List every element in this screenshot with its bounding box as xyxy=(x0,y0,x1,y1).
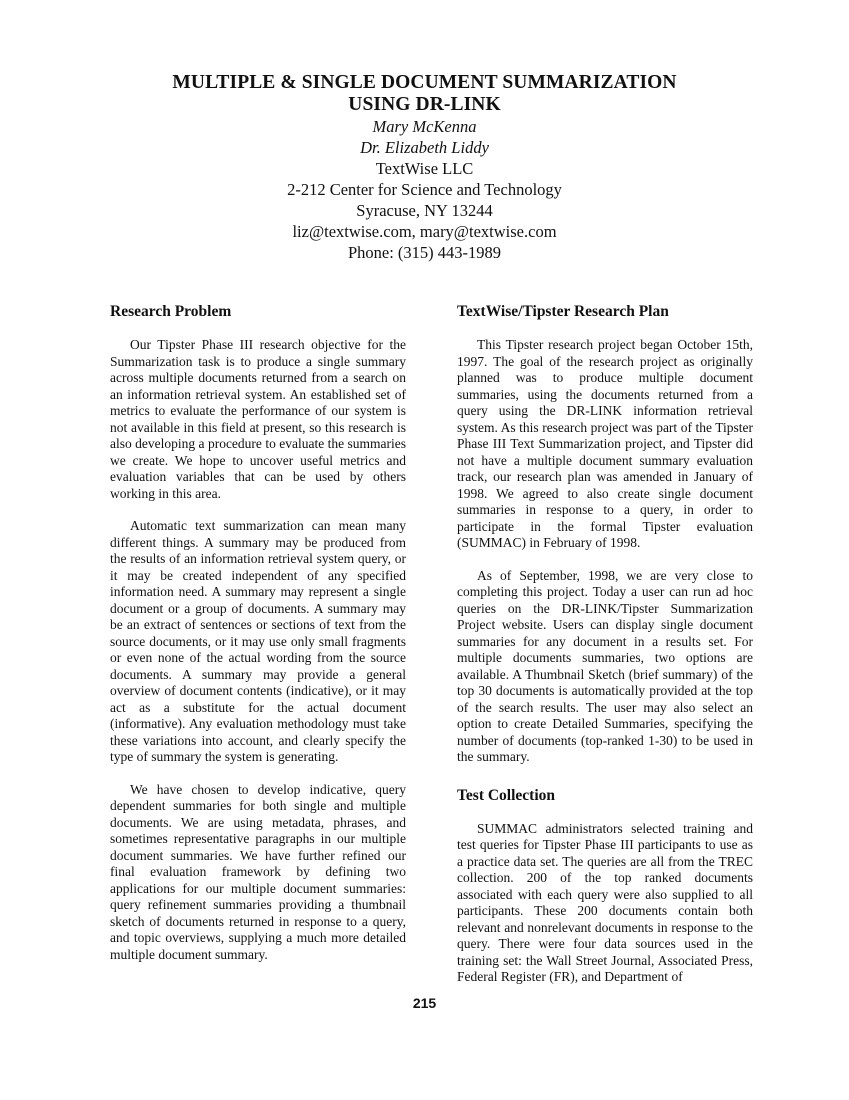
body-paragraph: We have chosen to develop indicative, query dependent summaries for both single and multiple documents. We are using metadata, phrases, and sometimes representative paragraphs in our multiple document summaries. We have further refined our final evaluation framework by defining two applications for our multiple document summaries: query refinement summaries providing a thumbnail sketch of documents returned in response to a query, and topic overviews, supplying a much more detailed multiple document summary. xyxy=(110,781,406,962)
page-number: 215 xyxy=(412,995,437,1011)
section-heading-research-problem: Research Problem xyxy=(110,303,232,320)
body-paragraph: SUMMAC administrators selected training and test queries for Tipster Phase III participants to use as a practice data set. The queries are all from the TREC collection. 200 of the top ranked documents associated with each query were also supplied to all participants. These 200 documents contain both relevant and nonrelevant documents in response to the query. There were four data sources used in the training set: the Wall Street Journal, Associated Press, Federal Register (FR), and Department of xyxy=(457,820,753,984)
author-phone: Phone: (315) 443-1989 xyxy=(347,243,502,262)
section-heading-test-collection: Test Collection xyxy=(457,786,556,804)
body-paragraph: As of September, 1998, we are very close to completing this project. Today a user can run ad hoc queries on the DR-LINK/Tipster Summarization Project website. Users can display single document summaries for any document in a results set. For multiple documents summaries, two options are available. A Thumbnail Sketch (brief summary) of the top 30 documents is automatically provided at the top of the search results. The user may also select an option to create Detailed Summaries, specifying the number of documents (top-ranked 1-30) to be used in the summary. xyxy=(457,567,753,764)
address-line-1: 2-212 Center for Science and Technology xyxy=(287,180,562,199)
paper-title-line-1: MULTIPLE & SINGLE DOCUMENT SUMMARIZATION xyxy=(172,72,677,93)
paper-title-line-2: USING DR-LINK xyxy=(348,94,501,115)
body-paragraph: This Tipster research project began October 15th, 1997. The goal of the research project as originally planned was to produce multiple document summaries, using the documents returned from a query using the DR-LINK information retrieval system. As this research project was part of the Tipster Phase III Text Summarization project, and Tipster did not have a multiple document summary evaluation track, our research plan was amended in January of 1998. We agreed to also create single document summaries in response to a query, in order to participate in the formal Tipster evaluation (SUMMAC) in February of 1998. xyxy=(457,337,753,550)
left-column xyxy=(110,302,406,979)
paper-header xyxy=(90,72,759,263)
section-heading-research-plan: TextWise/Tipster Research Plan xyxy=(457,303,669,320)
affiliation: TextWise LLC xyxy=(375,159,474,178)
body-paragraph: Automatic text summarization can mean many different things. A summary may be produced from the results of an information retrieval system query, or it may be created independent of any specified information need. A summary may represent a single document or a group of documents. A summary may be an extract of sentences or sections of text from the source documents, or it may use only small fragments or even none of the actual wording from the source documents. A summary may provide a general overview of document contents (indicative), or it may act as a substitute for the actual document (informative). Any evaluation methodology must take these variations into account, and clearly specify the type of summary the system is generating. xyxy=(110,518,406,764)
body-paragraph: Our Tipster Phase III research objective for the Summarization task is to produce a single summary across multiple documents returned from a search on an information retrieval system. An established set of metrics to evaluate the performance of our system is not available in this field at present, so this research is also developing a procedure to evaluate the summaries we create. We hope to uncover useful metrics and evaluation variables that can be used by others working in this area. xyxy=(110,337,406,501)
address-line-2: Syracuse, NY 13244 xyxy=(356,201,493,220)
author-2: Dr. Elizabeth Liddy xyxy=(360,138,489,157)
author-1: Mary McKenna xyxy=(372,117,477,136)
author-emails: liz@textwise.com, mary@textwise.com xyxy=(292,222,557,241)
right-column xyxy=(457,302,753,1002)
